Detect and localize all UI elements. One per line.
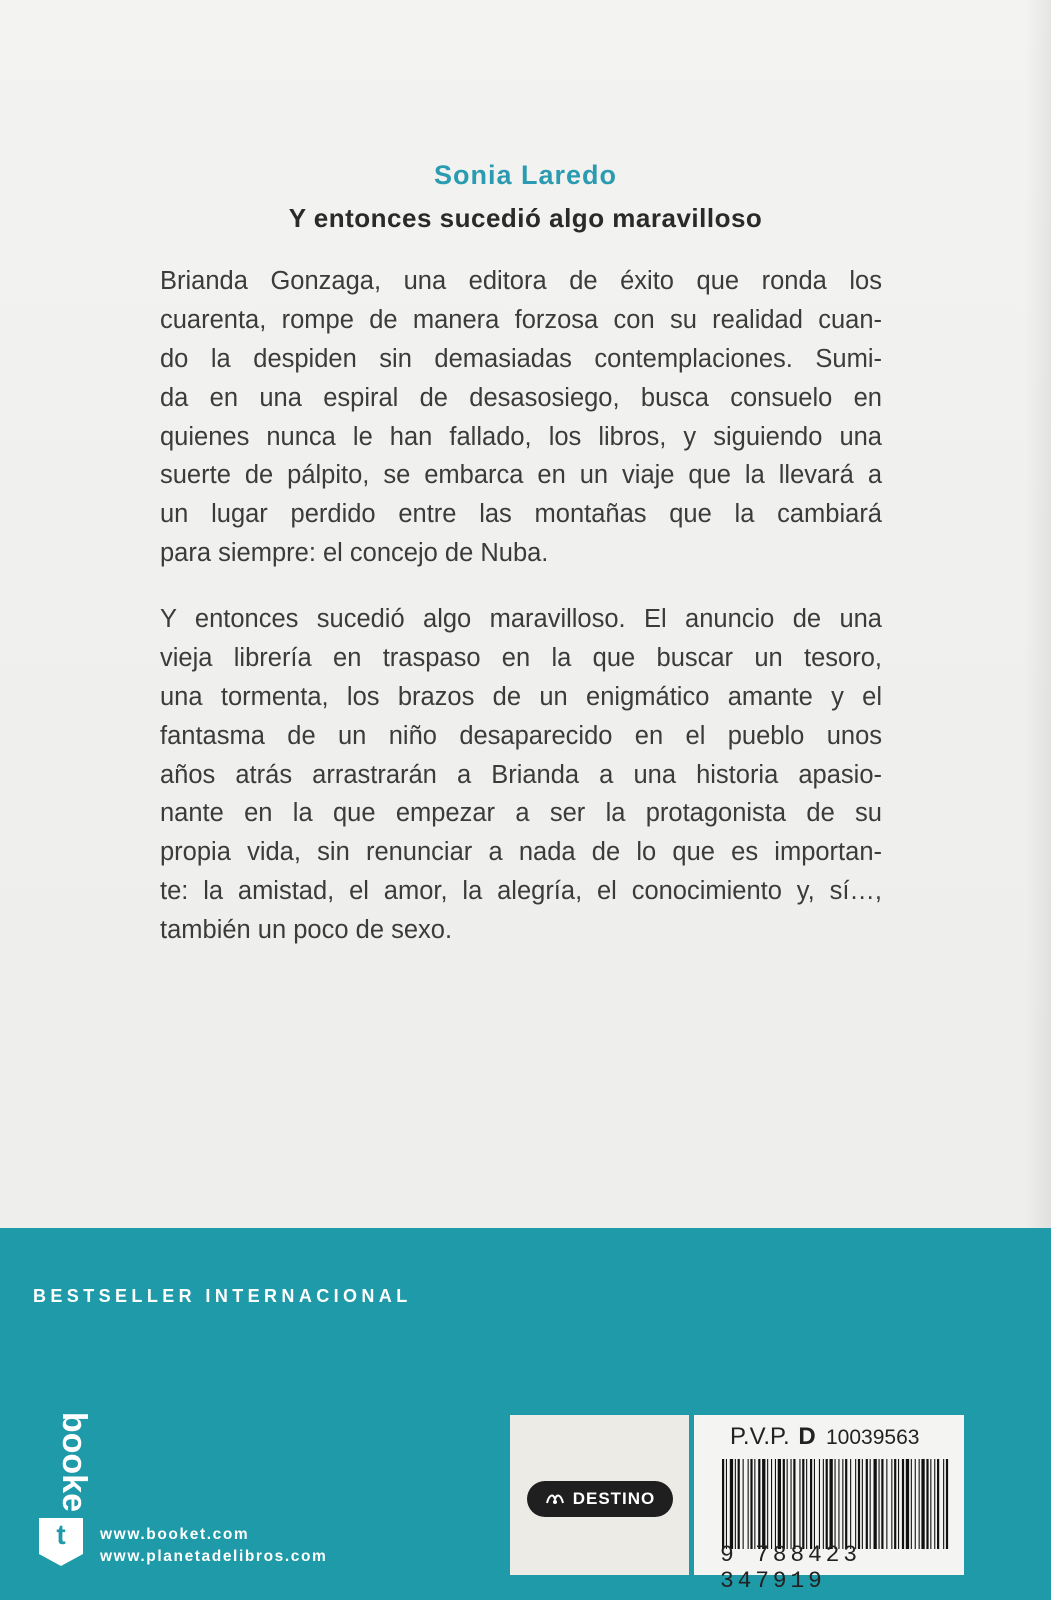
barcode-bar [930, 1459, 931, 1549]
barcode-bar [802, 1459, 804, 1549]
synopsis-line: una tormenta, los brazos de un enigmático amante y el [160, 682, 882, 711]
barcode-bar [902, 1459, 904, 1549]
barcode-bar [726, 1459, 727, 1549]
synopsis-line: Brianda Gonzaga, una editora de éxito que ronda los [160, 267, 882, 295]
publisher-name: DESTINO [572, 1489, 656, 1508]
barcode-bar [806, 1459, 807, 1549]
price-label [730, 1423, 816, 1451]
barcode-bar [771, 1459, 772, 1549]
barcode-bar [793, 1459, 795, 1549]
synopsis-line: quienes nunca le han fallado, los libros, y siguiendo una [160, 422, 882, 451]
barcode-bar [778, 1459, 781, 1549]
barcode-bar [911, 1459, 912, 1549]
barcode-bar [934, 1459, 935, 1549]
synopsis-paragraph-1 [160, 262, 882, 573]
destino-mark-icon [545, 1491, 565, 1507]
barcode-bar [775, 1459, 776, 1549]
url-booket[interactable]: www.booket.com [100, 1526, 250, 1543]
barcode-bar [823, 1459, 824, 1549]
barcode-bar [866, 1459, 868, 1549]
product-code: 10039563 [826, 1426, 920, 1449]
barcode-bar [842, 1459, 843, 1549]
barcode-bar [754, 1459, 755, 1549]
barcode-bar [787, 1459, 788, 1549]
barcode-bar [838, 1459, 839, 1549]
synopsis-line: te: la amistad, el amor, la alegría, el conocimiento y, sí…, [160, 877, 882, 906]
barcode-bar [891, 1459, 892, 1549]
barcode-bar [862, 1459, 863, 1549]
destino-logo [527, 1481, 673, 1517]
publisher-urls [100, 1524, 327, 1568]
barcode-bar [894, 1459, 896, 1549]
book-title: Y entonces sucedió algo maravilloso [288, 203, 763, 233]
price-label-text: P.V.P. [730, 1423, 790, 1450]
barcode-bar [748, 1459, 749, 1549]
barcode-bar [946, 1459, 948, 1549]
barcode-bar [937, 1459, 939, 1549]
barcode-bar [881, 1459, 883, 1549]
synopsis-line: vieja librería en traspaso en la que buscar un tesoro, [160, 643, 882, 672]
svg-text:booke: booke [55, 1411, 93, 1512]
publisher-logo-box [510, 1415, 689, 1575]
barcode-bar [919, 1459, 920, 1549]
isbn-digits: 9 788423 347919 [720, 1542, 861, 1594]
synopsis-paragraph-2 [160, 600, 882, 950]
barcode-bar [855, 1459, 856, 1549]
barcode-bar [819, 1459, 820, 1549]
synopsis-line: Y entonces sucedió algo maravilloso. El anuncio de una [160, 605, 882, 633]
barcode-bar [926, 1459, 928, 1549]
barcode-bar [921, 1459, 924, 1549]
barcode-bar [738, 1459, 740, 1549]
barcode-bar [850, 1459, 851, 1549]
barcode-bar [886, 1459, 887, 1549]
barcode-bar [879, 1459, 880, 1549]
barcode-bar [943, 1459, 944, 1549]
barcode-bar [906, 1459, 909, 1549]
barcode-bar [758, 1459, 760, 1549]
barcode-bar [791, 1459, 792, 1549]
barcode-bar [783, 1459, 785, 1549]
synopsis-line: también un poco de sexo. [160, 916, 453, 945]
barcode-box [694, 1415, 964, 1594]
barcode-bar [814, 1459, 815, 1549]
barcode-bar [767, 1459, 768, 1549]
synopsis-line: para siempre: el concejo de Nuba. [160, 539, 549, 568]
barcode-bar [845, 1459, 847, 1549]
synopsis-line: años atrás arrastrarán a Brianda a una historia apasio- [160, 760, 882, 789]
synopsis-line: nante en la que empezar a ser la protagonista de su [160, 799, 882, 828]
barcode-bar [826, 1459, 828, 1549]
url-planetadelibros[interactable]: www.planetadelibros.com [100, 1548, 328, 1565]
barcode-bar [858, 1459, 860, 1549]
barcode-bar [750, 1459, 752, 1549]
barcode-bar [915, 1459, 916, 1549]
barcode-bar [898, 1459, 899, 1549]
synopsis-line: un lugar perdido entre las montañas que la cambiará [160, 500, 882, 529]
barcode-bar [730, 1459, 733, 1549]
synopsis-line: do la despiden sin demasiadas contemplaciones. Sumi- [160, 344, 882, 373]
synopsis-line: propia vida, sin renunciar a nada de lo que es importan- [160, 838, 882, 867]
barcode-bar [874, 1459, 877, 1549]
price-code: D [798, 1423, 816, 1450]
synopsis-line: suerte de pálpito, se embarca en un viaje que la llevará a [160, 461, 882, 490]
author-name: Sonia Laredo [433, 160, 618, 190]
barcode-bar [735, 1459, 736, 1549]
barcode-bar [870, 1459, 871, 1549]
synopsis-line: fantasma de un niño desaparecido en el pueblo unos [160, 721, 882, 750]
barcode-bar [743, 1459, 744, 1549]
isbn-barcode [722, 1459, 950, 1549]
barcode-bar [762, 1459, 765, 1549]
barcode-bar [722, 1459, 724, 1549]
bestseller-tagline: BESTSELLER INTERNACIONAL [33, 1286, 412, 1306]
synopsis-line: da en una espiral de desasosiego, busca consuelo en [160, 383, 882, 412]
svg-text:t: t [56, 1519, 66, 1550]
booket-logo-icon [33, 1411, 93, 1568]
synopsis-line: cuarenta, rompe de manera forzosa con su realidad cuan- [160, 305, 882, 334]
barcode-bar [810, 1459, 812, 1549]
barcode-bar [830, 1459, 833, 1549]
barcode-bar [799, 1459, 800, 1549]
barcode-bar [835, 1459, 836, 1549]
